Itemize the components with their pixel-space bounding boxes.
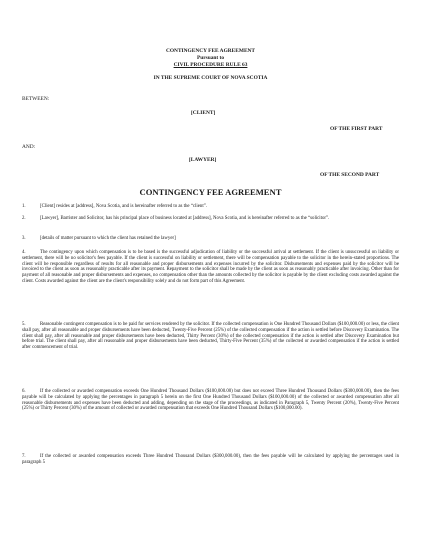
paragraph-4 xyxy=(22,250,399,285)
paragraph-1 xyxy=(22,204,399,210)
header-court: IN THE SUPREME COURT OF NOVA SCOTIA xyxy=(153,75,268,81)
paragraph-text: Reasonable contingent compensation is to be paid for services rendered by the solicitor. If the collected compensation is One Hundred Thousand Dollars ($100,000.00) or less, the client shall pay, after all reasonable and proper disbursements have been deducted, Twenty-Five Percent (25%) of the collected compensation if the action is settled before Discovery Examination. The client shall pay, after all reasonable and proper disbursements have been deducted, Thirty Percent (30%) of the collected compensation if the action is settled after Discovery Examination but before trial. The client shall pay, after all reasonable and proper disbursements have been deducted, Thirty-Five Percent (35%) of the collected or awarded compensation if the action is settled after commencement of trial. xyxy=(22,322,399,350)
body-title: CONTINGENCY FEE AGREEMENT xyxy=(139,187,282,197)
paragraph-text: [Client] resides at [address], Nova Scotia, and is hereinafter referred to as the “client”. xyxy=(40,204,208,209)
paragraph-3 xyxy=(22,236,399,242)
header-title: CONTINGENCY FEE AGREEMENT xyxy=(165,48,256,54)
client-party: [CLIENT] xyxy=(191,110,216,116)
paragraph-text: If the collected or awarded compensation exceeds Three Hundred Thousand Dollars ($300,000.00), then the fees payable will be calculated by applying the percentages used in paragraph 5 xyxy=(22,454,399,465)
paragraph-2 xyxy=(22,216,399,222)
paragraph-6 xyxy=(22,389,399,412)
paragraph-number: 4. xyxy=(22,250,26,255)
paragraph-text: The contingency upon which compensation is to be based is the successful adjudication of liability or the successful arrival at settlement. If the client is unsuccessful on liability or settlement, there will be no solicitor's fees payable. If the client is successful on liability or settlement, there will be compensation payable to the solicitor in the herein-stated proportions. The client will be responsible regardless of results for all reasonable and proper disbursements and expenses incurred by the solicitor. Disbursements and expenses paid by the solicitor will be invoiced to the client as soon as reasonably practicable after its payment. Repayment to the solicitor shall be made by the client as soon as reasonably practicable after invoicing. Other than for payment of all reasonable and proper disbursements and expenses, no compensation other than the amounts collected by the solicitor is payable by the client excluding costs awarded against the client. Costs awarded against the client are the client's responsibility solely and do not form part of this Agreement. xyxy=(22,250,399,284)
paragraph-text: If the collected or awarded compensation exceeds One Hundred Thousand Dollars ($100,000.00) but does not exceed Three Hundred Thousand Dollars ($300,000.00), then the fees payable will be calculated by applying the percentages in paragraph 5 herein on the first One Hundred Thousand Dollars ($100,000.00) of the collected or awarded compensation after all reasonable disbursements and expenses have been deducted and adding, depending on the stage of the proceedings, as indicated in Paragraph 5, Twenty Percent (20%), Twenty-Five Percent (25%) or Thirty Percent (30%) of the amount of collected or awarded compensation that exceeds One Hundred Thousand Dollars ($100,000.00). xyxy=(22,389,399,412)
paragraph-text: [details of matter pursuant to which the client has retained the lawyer] xyxy=(40,236,176,241)
paragraph-number: 7. xyxy=(22,454,26,459)
paragraph-number: 1. xyxy=(22,204,26,209)
paragraph-number: 3. xyxy=(22,236,26,241)
paragraph-5 xyxy=(22,322,399,351)
first-part-label: OF THE FIRST PART xyxy=(330,126,383,132)
paragraph-number: 2. xyxy=(22,216,26,221)
paragraph-7 xyxy=(22,454,399,466)
second-part-label: OF THE SECOND PART xyxy=(320,172,380,178)
header-pursuant: Pursuant to xyxy=(196,55,225,61)
between-label: BETWEEN: xyxy=(22,96,50,102)
paragraph-number: 6. xyxy=(22,389,26,394)
paragraph-text: [Lawyer], Barrister and Solicitor, has his principal place of business located at [address], Nova Scotia, and is hereinafter referred to as the “solicitor”. xyxy=(40,216,330,221)
lawyer-party: [LAWYER] xyxy=(189,157,217,163)
paragraph-number: 5. xyxy=(22,322,26,327)
header-rule: CIVIL PROCEDURE RULE 63 xyxy=(173,62,248,68)
and-label: AND: xyxy=(22,144,36,150)
